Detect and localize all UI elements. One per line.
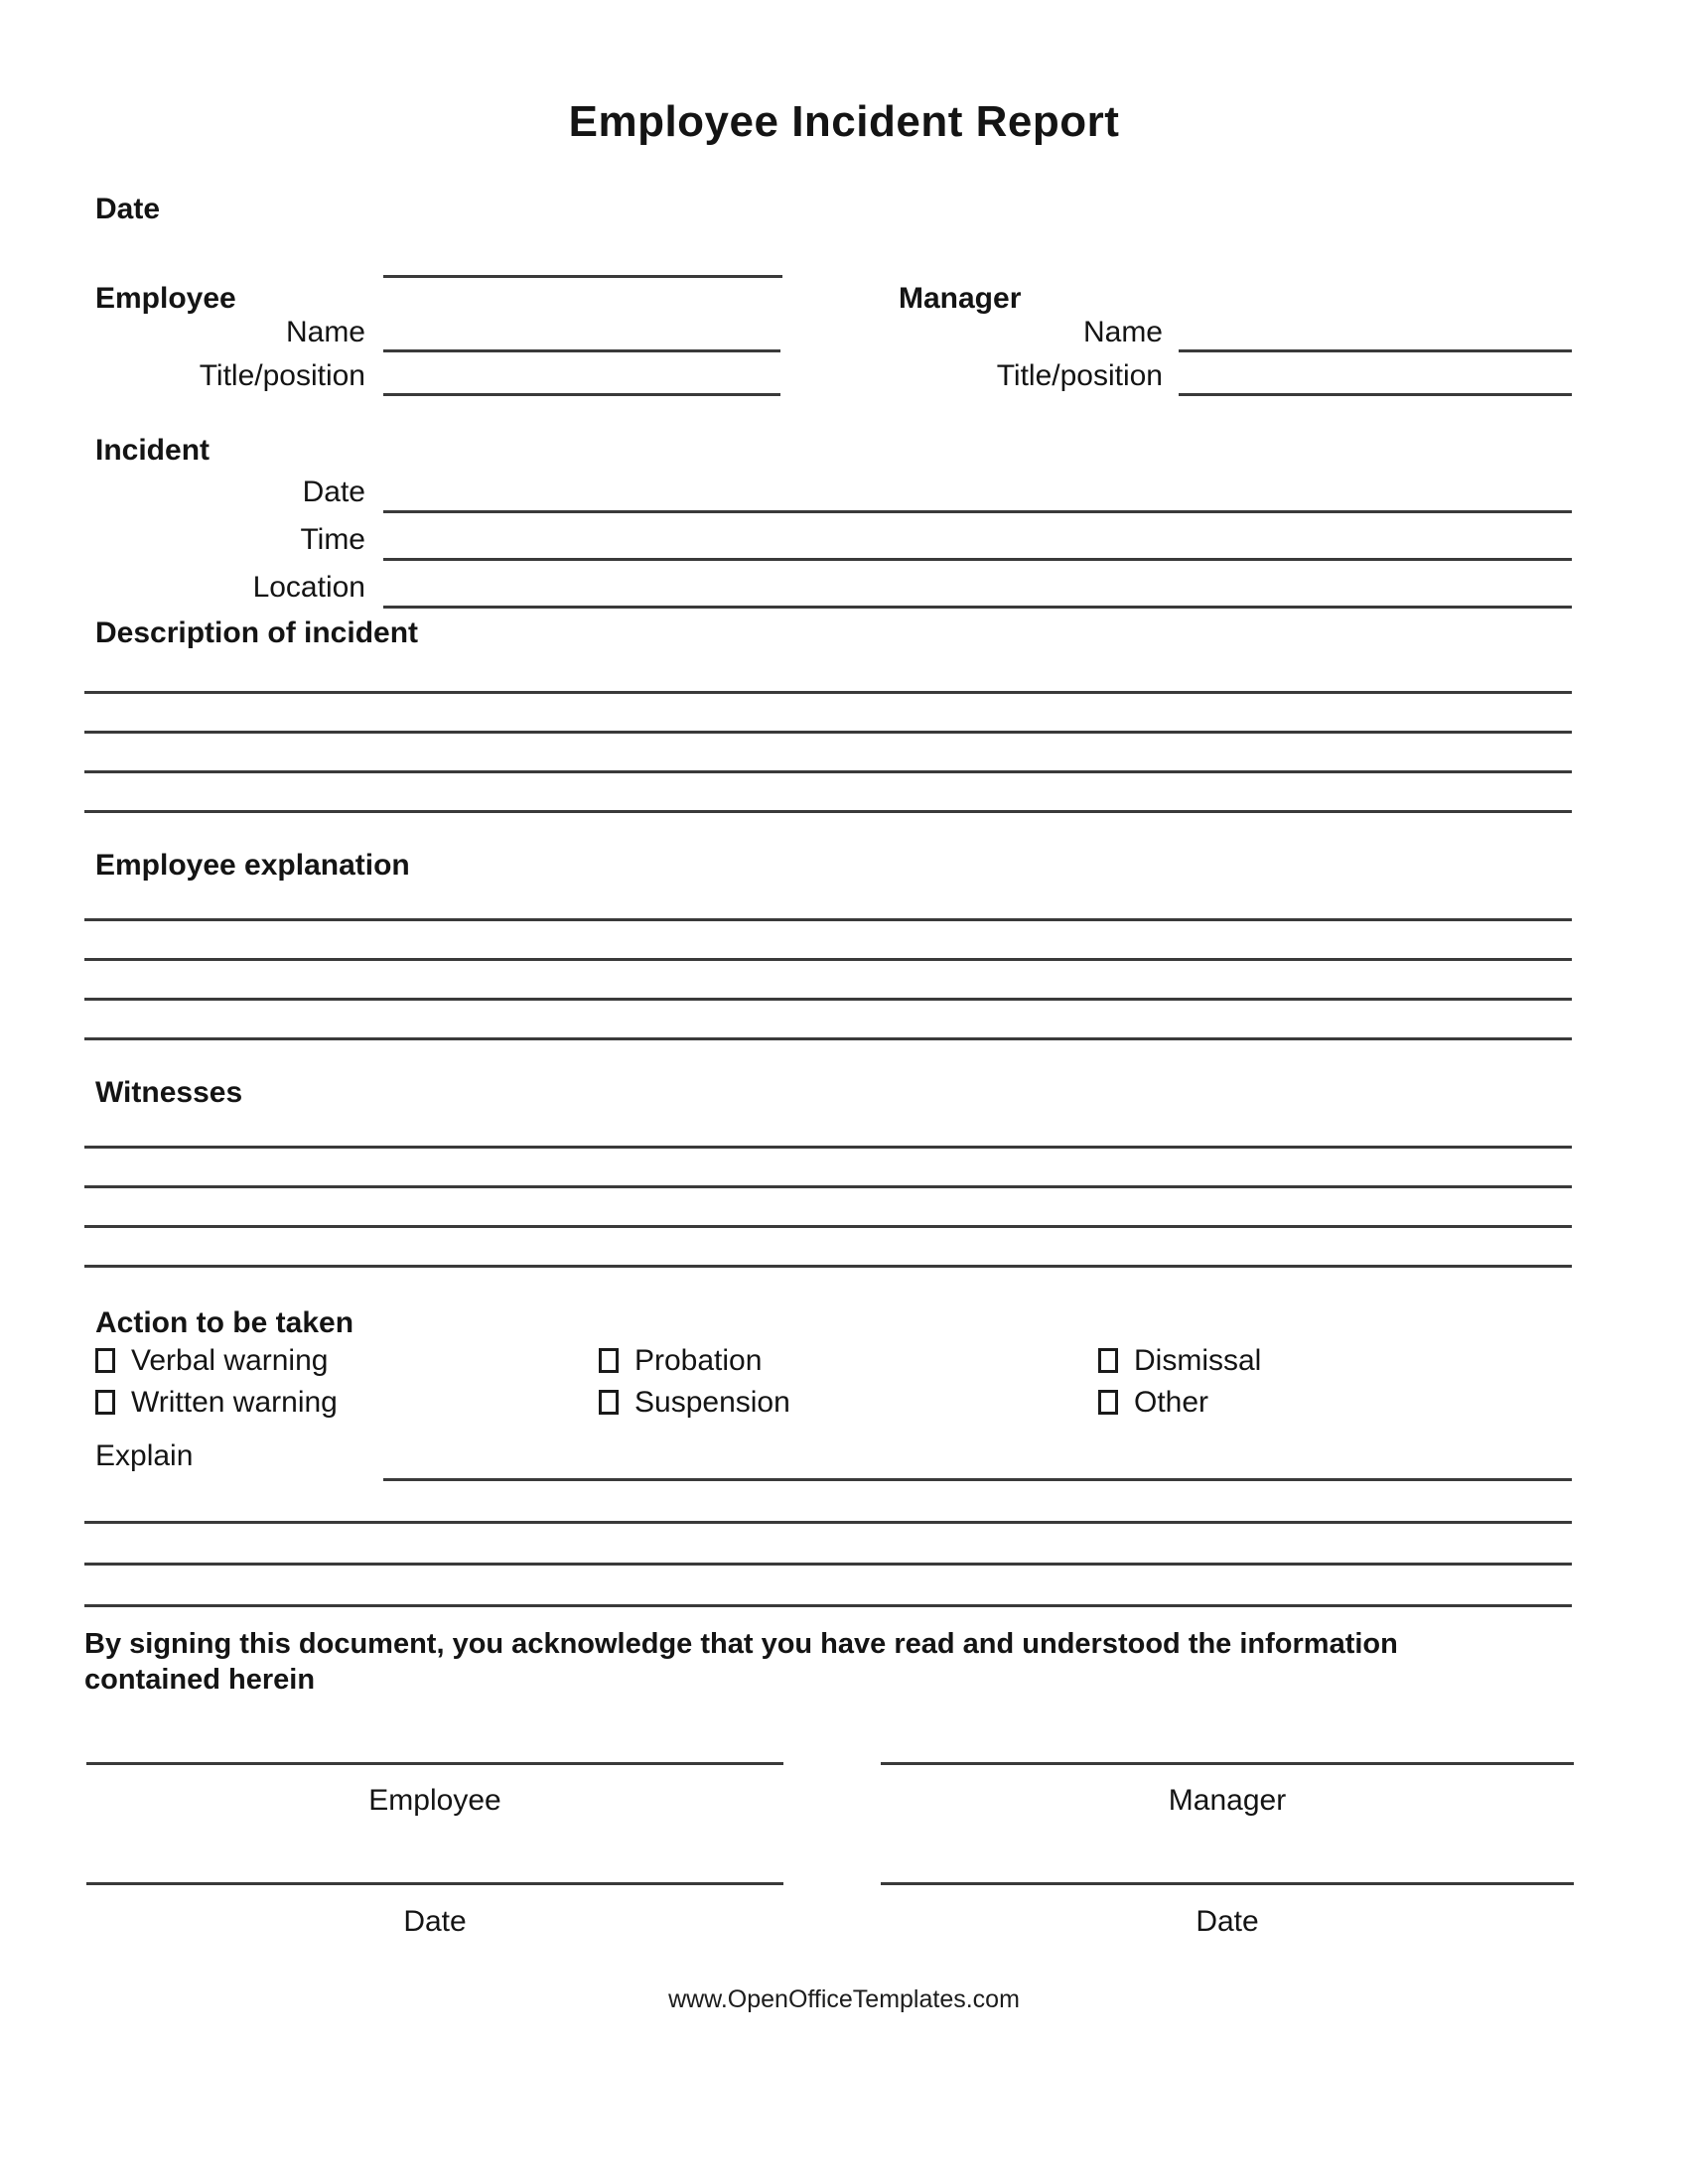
explanation-section-heading: Employee explanation [95,849,410,882]
report-date-label: Date [95,193,161,225]
option-dismissal [1098,1344,1261,1378]
manager-signature-line[interactable] [881,1762,1574,1765]
other-checkbox[interactable] [1098,1390,1118,1415]
manager-name-field-line[interactable] [1179,349,1572,352]
witnesses-line-2[interactable] [84,1185,1572,1188]
acknowledgment-text: By signing this document, you acknowledge that you have read and understood the information contained herein [84,1628,1398,1696]
written-warning-label: Written warning [131,1386,338,1419]
manager-title-label: Title/position [996,359,1163,392]
employee-section-heading: Employee [95,282,236,315]
option-verbal-warning [95,1344,328,1378]
probation-checkbox[interactable] [599,1348,619,1373]
written-warning-checkbox[interactable] [95,1390,115,1415]
employee-title-field-line[interactable] [383,393,780,396]
probation-label: Probation [634,1344,763,1377]
manager-name-label: Name [1082,316,1163,348]
incident-location-field-line[interactable] [383,606,1572,609]
verbal-warning-checkbox[interactable] [95,1348,115,1373]
employee-name-field-line[interactable] [383,349,780,352]
dismissal-label: Dismissal [1134,1344,1262,1377]
incident-time-label: Time [300,523,365,556]
suspension-checkbox[interactable] [599,1390,619,1415]
employee-name-label: Name [285,316,365,348]
dismissal-checkbox[interactable] [1098,1348,1118,1373]
manager-section-heading: Manager [899,282,1022,315]
explain-line-4[interactable] [84,1604,1572,1607]
footer-url: www.OpenOfficeTemplates.com [668,1985,1020,2013]
witnesses-line-4[interactable] [84,1265,1572,1268]
explanation-line-4[interactable] [84,1037,1572,1040]
manager-signature-label: Manager [1168,1784,1287,1817]
option-other [1098,1386,1208,1420]
report-date-field-line[interactable] [383,275,782,278]
witnesses-line-1[interactable] [84,1146,1572,1149]
employee-title-label: Title/position [199,359,365,392]
incident-date-field-line[interactable] [383,510,1572,513]
explanation-line-3[interactable] [84,998,1572,1001]
explain-label: Explain [95,1439,194,1472]
explanation-line-2[interactable] [84,958,1572,961]
description-line-3[interactable] [84,770,1572,773]
action-section-heading: Action to be taken [95,1306,354,1339]
witnesses-section-heading: Witnesses [95,1076,243,1109]
option-written-warning [95,1386,338,1420]
explain-line-2[interactable] [84,1521,1572,1524]
form-title: Employee Incident Report [568,97,1120,146]
explain-field-line[interactable] [383,1478,1572,1481]
option-suspension [599,1386,790,1420]
suspension-label: Suspension [634,1386,790,1419]
incident-section-heading: Incident [95,434,211,467]
incident-date-label: Date [302,476,365,508]
description-line-1[interactable] [84,691,1572,694]
verbal-warning-label: Verbal warning [131,1344,329,1377]
explanation-line-1[interactable] [84,918,1572,921]
employee-date-line[interactable] [86,1882,783,1885]
manager-date-label: Date [1196,1905,1259,1938]
description-section-heading: Description of incident [95,616,419,649]
explain-line-3[interactable] [84,1563,1572,1566]
description-line-4[interactable] [84,810,1572,813]
employee-signature-label: Employee [368,1784,501,1817]
employee-date-label: Date [403,1905,467,1938]
incident-location-label: Location [252,571,365,604]
option-probation [599,1344,762,1378]
description-line-2[interactable] [84,731,1572,734]
employee-signature-line[interactable] [86,1762,783,1765]
other-label: Other [1134,1386,1209,1419]
witnesses-line-3[interactable] [84,1225,1572,1228]
incident-time-field-line[interactable] [383,558,1572,561]
manager-title-field-line[interactable] [1179,393,1572,396]
manager-date-line[interactable] [881,1882,1574,1885]
